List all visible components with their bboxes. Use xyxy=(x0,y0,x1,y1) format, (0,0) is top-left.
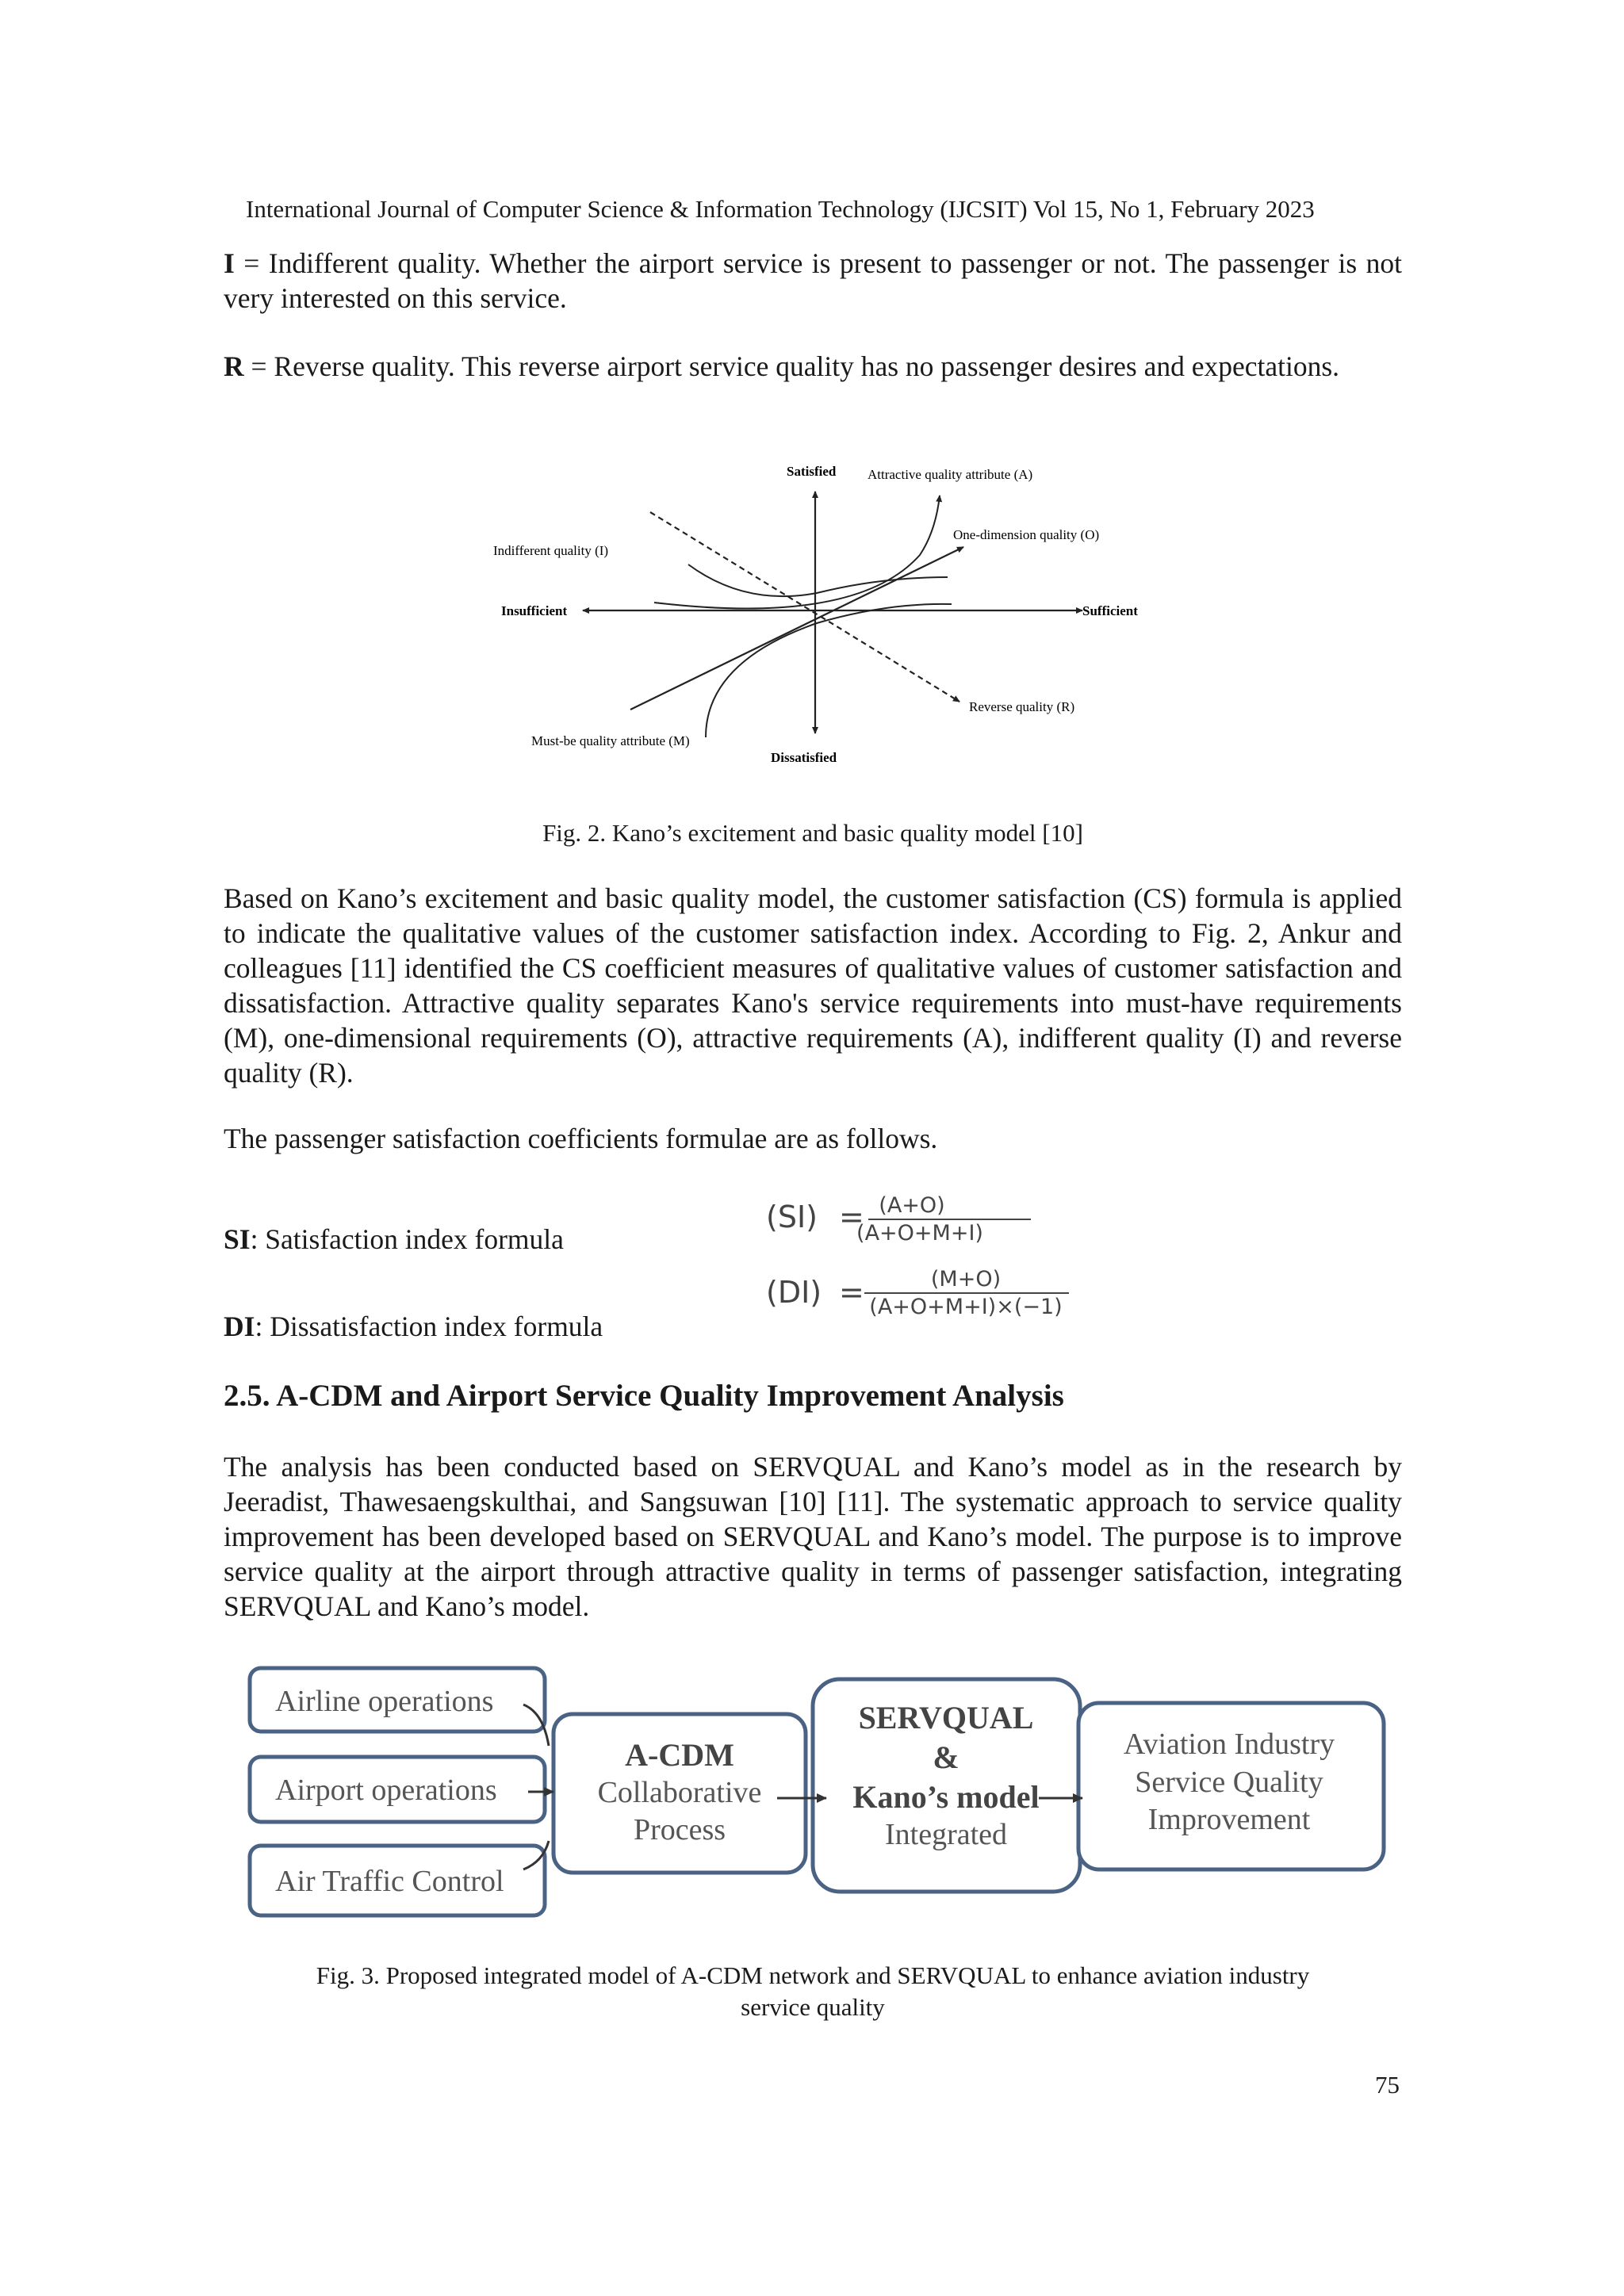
di-denominator: (A+O+M+I)×(−1) xyxy=(869,1295,1063,1319)
paragraph-indifferent xyxy=(224,246,1402,316)
term-i: I xyxy=(224,247,235,279)
di-abbrev: DI xyxy=(224,1311,255,1342)
outcome-line3: Improvement xyxy=(1147,1803,1311,1836)
si-lhs: (SI) xyxy=(766,1200,818,1234)
paragraph-cs: Based on Kano’s excitement and basic quality model, the customer satisfaction (CS) formula is applied to indicate the qualitative values of the customer satisfaction index. According to Fig. 2, Ankur and colleagues [11] identified the CS coefficient measures of qualitative values of customer satisfaction and dissatisfaction. Attractive quality separates Kano's service requirements into must-have requirements (M), one-dimensional requirements (O), attractive requirements (A), indifferent quality (I) and reverse quality (R). xyxy=(224,882,1402,1089)
si-desc: : Satisfaction index formula xyxy=(250,1223,564,1255)
label-one-dimension: One-dimension quality (O) xyxy=(953,527,1100,542)
di-label xyxy=(224,1310,603,1343)
acdm-line3: Process xyxy=(633,1813,726,1846)
definition-i: = Indifferent quality. Whether the airport service is present to passenger or not. The passenger is not very interested on this service. xyxy=(224,247,1402,314)
label-sufficient: Sufficient xyxy=(1082,603,1138,618)
di-desc: : Dissatisfaction index formula xyxy=(255,1311,603,1342)
figure2-caption: Fig. 2. Kano’s excitement and basic quality model [10] xyxy=(542,819,1083,847)
paragraph-reverse xyxy=(224,349,1402,384)
si-denominator: (A+O+M+I) xyxy=(856,1221,983,1246)
integrated-model-figure xyxy=(238,1657,1396,1927)
page-number: 75 xyxy=(1375,2071,1400,2099)
figure3-caption-line1: Fig. 3. Proposed integrated model of A-CDM network and SERVQUAL to enhance aviation industry xyxy=(316,1961,1310,1989)
formulas-graphic xyxy=(761,1189,1078,1332)
label-must-be: Must-be quality attribute (M) xyxy=(531,733,690,748)
di-equals: = xyxy=(839,1275,864,1310)
label-indifferent: Indifferent quality (I) xyxy=(493,543,609,558)
outcome-line2: Service Quality xyxy=(1135,1766,1323,1799)
kano-model-title: Kano’s model xyxy=(852,1779,1040,1815)
label-attractive: Attractive quality attribute (A) xyxy=(868,467,1033,482)
si-label xyxy=(224,1223,564,1256)
si-numerator: (A+O) xyxy=(879,1193,945,1218)
figure3-caption-line2: service quality xyxy=(741,1993,885,2021)
integrated-label: Integrated xyxy=(884,1818,1008,1851)
outcome-line1: Aviation Industry xyxy=(1123,1728,1335,1761)
input-label-atc: Air Traffic Control xyxy=(275,1865,504,1898)
term-r: R xyxy=(224,350,244,382)
acdm-title: A-CDM xyxy=(625,1737,734,1773)
section-heading: 2.5. A-CDM and Airport Service Quality Improvement Analysis xyxy=(224,1379,1064,1413)
paragraph-analysis: The analysis has been conducted based on SERVQUAL and Kano’s model as in the research by Jeeradist, Thawesaengskulthai, and Sangsuwan [10] [11]. The systematic approach to service quality improvement has been developed based on SERVQUAL and Kano’s model. The purpose is to improve service quality at the airport through attractive quality in terms of passenger satisfaction, integrating SERVQUAL and Kano’s model. xyxy=(224,1451,1402,1622)
si-abbrev: SI xyxy=(224,1223,251,1255)
label-insufficient: Insufficient xyxy=(501,603,568,618)
label-dissatisfied: Dissatisfied xyxy=(771,750,837,765)
si-equals: = xyxy=(839,1200,864,1234)
servqual-ampersand: & xyxy=(933,1739,959,1775)
indifferent-curve xyxy=(688,564,948,596)
input-label-airport: Airport operations xyxy=(275,1774,497,1807)
input-label-airline: Airline operations xyxy=(275,1685,494,1718)
di-numerator: (M+O) xyxy=(930,1267,1002,1292)
attractive-curve xyxy=(654,496,940,609)
paragraph-formulae-intro: The passenger satisfaction coefficients formulae are as follows. xyxy=(224,1123,938,1154)
kano-model-figure xyxy=(476,444,1189,785)
acdm-line2: Collaborative xyxy=(597,1776,762,1809)
label-satisfied: Satisfied xyxy=(787,464,837,479)
one-dimension-line xyxy=(630,547,963,710)
must-be-curve xyxy=(706,604,952,737)
servqual-title: SERVQUAL xyxy=(858,1700,1034,1735)
running-header: International Journal of Computer Science & Information Technology (IJCSIT) Vol 15, No 1, February 2023 xyxy=(246,195,1315,223)
definition-r: = Reverse quality. This reverse airport service quality has no passenger desires and expectations. xyxy=(243,350,1340,382)
di-lhs: (DI) xyxy=(766,1275,822,1310)
label-reverse: Reverse quality (R) xyxy=(969,699,1075,714)
